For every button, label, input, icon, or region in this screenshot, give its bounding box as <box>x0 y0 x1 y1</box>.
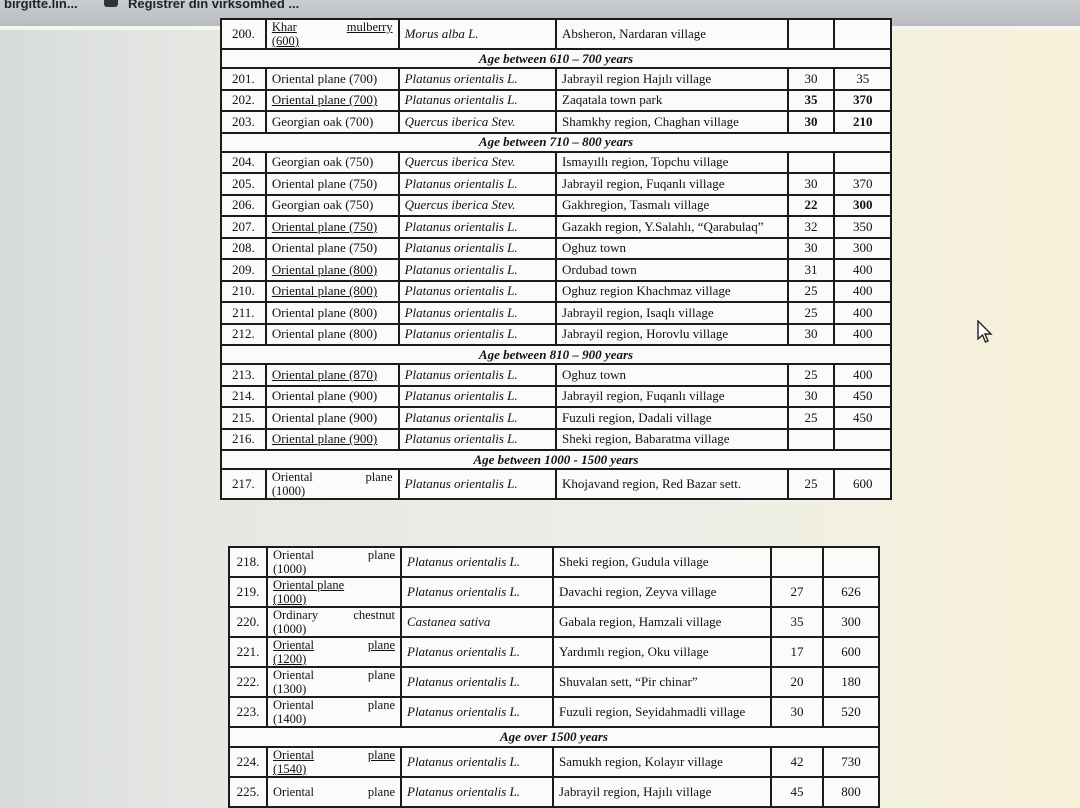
height-value: 35 <box>771 607 823 637</box>
age-group-header <box>229 727 879 747</box>
scientific-name: Platanus orientalis L. <box>399 386 556 408</box>
table-row <box>221 259 891 281</box>
scientific-name: Morus alba L. <box>399 19 556 49</box>
location: Jabrayil region, Hajılı village <box>553 777 771 807</box>
tree-name: Oriental plane (900) <box>271 409 378 425</box>
diameter-value: 370 <box>834 90 891 112</box>
scientific-name: Platanus orientalis L. <box>401 547 553 577</box>
table-row <box>221 469 891 499</box>
scientific-name: Platanus orientalis L. <box>401 667 553 697</box>
tree-name: chestnut <box>353 608 395 622</box>
height-value <box>788 19 835 49</box>
row-number: 208. <box>221 238 266 260</box>
diameter-value: 450 <box>834 386 891 408</box>
tree-name-line <box>273 548 395 562</box>
table-row <box>229 747 879 777</box>
location: Absheron, Nardaran village <box>556 19 788 49</box>
height-value: 30 <box>788 111 835 133</box>
tree-name: Georgian oak (750) <box>271 197 374 213</box>
diameter-value: 300 <box>834 195 891 217</box>
tree-name: Khar <box>271 20 297 34</box>
height-value: 45 <box>771 777 823 807</box>
age-group-label: Age over 1500 years <box>229 727 879 747</box>
table-row <box>221 324 891 346</box>
table-row <box>221 19 891 49</box>
row-number: 200. <box>221 19 266 49</box>
scientific-name: Platanus orientalis L. <box>399 407 556 429</box>
location: Fuzuli region, Dadali village <box>556 407 788 429</box>
tree-name-cell <box>267 747 401 777</box>
tree-age: (1000) <box>271 484 306 498</box>
location: Jabrayil region, Fuqanlı village <box>556 386 788 408</box>
table-row <box>221 173 891 195</box>
bookmark-link[interactable]: Registrer din virksomhed ... <box>128 0 300 11</box>
row-number: 206. <box>221 195 266 217</box>
tree-name-cell <box>266 216 399 238</box>
diameter-value <box>834 19 891 49</box>
row-number: 215. <box>221 407 266 429</box>
tree-name-line <box>273 785 395 799</box>
location: Ismayıllı region, Topchu village <box>556 152 788 174</box>
row-number: 214. <box>221 386 266 408</box>
row-number: 223. <box>229 697 267 727</box>
table-row <box>229 667 879 697</box>
tree-name: Oriental <box>273 748 314 762</box>
row-number: 209. <box>221 259 266 281</box>
table-row <box>229 777 879 807</box>
bookmark-folder-icon <box>104 0 118 7</box>
table-row <box>229 547 879 577</box>
tree-age: (1300) <box>273 682 307 696</box>
height-value <box>771 547 823 577</box>
tree-name-cell <box>266 68 399 90</box>
tree-age: (1000) <box>273 622 307 636</box>
scientific-name: Platanus orientalis L. <box>399 90 556 112</box>
row-number: 222. <box>229 667 267 697</box>
table-row <box>221 195 891 217</box>
location: Oghuz town <box>556 364 788 386</box>
height-value: 31 <box>788 259 835 281</box>
scientific-name: Platanus orientalis L. <box>399 173 556 195</box>
diameter-value: 400 <box>834 302 891 324</box>
tree-name-cell <box>267 607 401 637</box>
row-number: 212. <box>221 324 266 346</box>
location: Gazakh region, Y.Salahlı, “Qarabulaq” <box>556 216 788 238</box>
tree-name: Oriental plane (800) <box>271 304 378 320</box>
diameter-value: 626 <box>823 577 879 607</box>
row-number: 225. <box>229 777 267 807</box>
tree-name-cell <box>266 364 399 386</box>
age-group-header <box>221 49 891 68</box>
height-value: 25 <box>788 469 835 499</box>
location: Jabrayil region, Horovlu village <box>556 324 788 346</box>
tree-name-cell <box>267 547 401 577</box>
scientific-name: Platanus orientalis L. <box>401 577 553 607</box>
diameter-value: 800 <box>823 777 879 807</box>
diameter-value: 600 <box>823 637 879 667</box>
table-row <box>221 302 891 324</box>
scientific-name: Quercus iberica Stev. <box>399 111 556 133</box>
scientific-name: Platanus orientalis L. <box>399 216 556 238</box>
tree-name: Oriental <box>273 548 314 562</box>
scientific-name: Platanus orientalis L. <box>401 777 553 807</box>
row-number: 221. <box>229 637 267 667</box>
scientific-name: Platanus orientalis L. <box>399 281 556 303</box>
row-number: 217. <box>221 469 266 499</box>
tree-name: Oriental <box>273 668 314 682</box>
diameter-value: 600 <box>834 469 891 499</box>
row-number: 210. <box>221 281 266 303</box>
height-value: 25 <box>788 407 835 429</box>
tree-name-cell <box>266 173 399 195</box>
scientific-name: Platanus orientalis L. <box>399 302 556 324</box>
table-row <box>229 577 879 607</box>
row-number: 216. <box>221 429 266 451</box>
table-row <box>229 697 879 727</box>
diameter-value: 180 <box>823 667 879 697</box>
location: Oghuz town <box>556 238 788 260</box>
diameter-value: 450 <box>834 407 891 429</box>
height-value: 30 <box>788 386 835 408</box>
tree-name-line <box>273 578 395 592</box>
scientific-name: Platanus orientalis L. <box>399 429 556 451</box>
age-group-label: Age between 710 – 800 years <box>221 133 891 152</box>
location: Zaqatala town park <box>556 90 788 112</box>
tree-name: Oriental plane (870) <box>271 366 378 382</box>
location: Fuzuli region, Seyidahmadli village <box>553 697 771 727</box>
diameter-value: 350 <box>834 216 891 238</box>
table-row <box>221 364 891 386</box>
diameter-value: 400 <box>834 281 891 303</box>
diameter-value: 300 <box>834 238 891 260</box>
tree-name: plane <box>365 470 393 484</box>
tree-age: (1400) <box>273 712 307 726</box>
tree-name: Oriental <box>273 638 314 652</box>
table-row <box>221 281 891 303</box>
location: Jabrayil region Hajılı village <box>556 68 788 90</box>
diameter-value: 370 <box>834 173 891 195</box>
location: Yardımlı region, Oku village <box>553 637 771 667</box>
tree-name-cell <box>267 577 401 607</box>
height-value <box>788 429 835 451</box>
tree-name-line <box>273 638 395 652</box>
location: Sheki region, Gudula village <box>553 547 771 577</box>
location: Khojavand region, Red Bazar sett. <box>556 469 788 499</box>
height-value: 30 <box>788 324 835 346</box>
tree-name: Oriental plane (750) <box>271 218 378 234</box>
height-value: 20 <box>771 667 823 697</box>
tree-name-cell <box>266 195 399 217</box>
tree-name-cell <box>266 19 399 49</box>
table-row <box>221 90 891 112</box>
tree-name: mulberry <box>346 20 393 34</box>
tree-name-cell <box>266 259 399 281</box>
row-number: 220. <box>229 607 267 637</box>
trees-table-continued <box>228 546 880 808</box>
age-group-label: Age between 1000 - 1500 years <box>221 450 891 469</box>
scientific-name: Castanea sativa <box>401 607 553 637</box>
row-number: 211. <box>221 302 266 324</box>
height-value: 25 <box>788 302 835 324</box>
scientific-name: Platanus orientalis L. <box>399 259 556 281</box>
tree-name-cell <box>266 302 399 324</box>
table-row <box>221 238 891 260</box>
location: Jabrayil region, Fuqanlı village <box>556 173 788 195</box>
tree-name-cell <box>266 152 399 174</box>
height-value: 42 <box>771 747 823 777</box>
tree-age: (600) <box>271 34 299 48</box>
tree-name: plane <box>367 548 395 562</box>
location: Samukh region, Kolayır village <box>553 747 771 777</box>
tree-name-line <box>273 668 395 682</box>
tree-name: Oriental plane <box>273 578 345 592</box>
tree-name-cell <box>266 90 399 112</box>
tree-name-cell <box>266 407 399 429</box>
age-group-header <box>221 450 891 469</box>
height-value: 32 <box>788 216 835 238</box>
mouse-cursor-icon <box>977 320 995 346</box>
height-value: 30 <box>771 697 823 727</box>
row-number: 207. <box>221 216 266 238</box>
table-row <box>221 111 891 133</box>
tree-age: (1000) <box>273 592 307 606</box>
row-number: 203. <box>221 111 266 133</box>
table-row <box>221 216 891 238</box>
tree-name-line <box>273 748 395 762</box>
height-value: 22 <box>788 195 835 217</box>
height-value: 27 <box>771 577 823 607</box>
tree-name-cell <box>266 281 399 303</box>
table-row <box>229 607 879 637</box>
tree-name-cell <box>266 238 399 260</box>
bookmark-link[interactable]: birgitte.lin... <box>4 0 78 11</box>
scientific-name: Platanus orientalis L. <box>399 68 556 90</box>
table-row <box>221 68 891 90</box>
location: Gakhregion, Tasmalı village <box>556 195 788 217</box>
scientific-name: Platanus orientalis L. <box>399 238 556 260</box>
tree-name: Georgian oak (750) <box>271 154 374 170</box>
location: Ordubad town <box>556 259 788 281</box>
tree-name-cell <box>266 386 399 408</box>
tree-name-line <box>273 608 395 622</box>
scientific-name: Platanus orientalis L. <box>399 324 556 346</box>
table-row <box>221 429 891 451</box>
tree-name: Georgian oak (700) <box>271 113 374 129</box>
tree-name-cell <box>267 637 401 667</box>
location: Davachi region, Zeyva village <box>553 577 771 607</box>
tree-name: Oriental plane (700) <box>271 92 378 108</box>
scientific-name: Quercus iberica Stev. <box>399 152 556 174</box>
height-value: 30 <box>788 68 835 90</box>
row-number: 205. <box>221 173 266 195</box>
tree-name-cell <box>267 667 401 697</box>
diameter-value: 35 <box>834 68 891 90</box>
trees-table <box>220 18 892 500</box>
scientific-name: Platanus orientalis L. <box>401 747 553 777</box>
tree-name-cell <box>266 429 399 451</box>
diameter-value: 400 <box>834 324 891 346</box>
height-value: 17 <box>771 637 823 667</box>
diameter-value <box>834 152 891 174</box>
scientific-name: Platanus orientalis L. <box>401 697 553 727</box>
height-value: 25 <box>788 364 835 386</box>
table-row <box>221 386 891 408</box>
diameter-value: 400 <box>834 259 891 281</box>
row-number: 204. <box>221 152 266 174</box>
height-value <box>788 152 835 174</box>
table-row <box>221 407 891 429</box>
tree-name: Oriental plane (750) <box>271 175 378 191</box>
tree-name: plane <box>367 698 395 712</box>
tree-name: plane <box>367 748 395 762</box>
location: Gabala region, Hamzali village <box>553 607 771 637</box>
scientific-name: Platanus orientalis L. <box>401 637 553 667</box>
tree-name: Oriental plane (700) <box>271 70 378 86</box>
row-number: 218. <box>229 547 267 577</box>
age-group-header <box>221 345 891 364</box>
row-number: 219. <box>229 577 267 607</box>
location: Oghuz region Khachmaz village <box>556 281 788 303</box>
tree-name: plane <box>367 638 395 652</box>
tree-name: Oriental plane (800) <box>271 283 378 299</box>
row-number: 202. <box>221 90 266 112</box>
diameter-value <box>823 547 879 577</box>
age-group-label: Age between 610 – 700 years <box>221 49 891 68</box>
tree-name: Oriental plane (900) <box>271 431 378 447</box>
diameter-value: 210 <box>834 111 891 133</box>
tree-name-line <box>272 470 393 484</box>
tree-name-cell <box>266 324 399 346</box>
diameter-value: 520 <box>823 697 879 727</box>
tree-name: Ordinary <box>273 608 319 622</box>
diameter-value <box>834 429 891 451</box>
location: Shuvalan sett, “Pir chinar” <box>553 667 771 697</box>
row-number: 213. <box>221 364 266 386</box>
location: Jabrayil region, Isaqlı village <box>556 302 788 324</box>
scientific-name: Quercus iberica Stev. <box>399 195 556 217</box>
tree-age: (1540) <box>273 762 307 776</box>
height-value: 25 <box>788 281 835 303</box>
table-row <box>221 152 891 174</box>
diameter-value: 300 <box>823 607 879 637</box>
scientific-name: Platanus orientalis L. <box>399 364 556 386</box>
tree-name-line <box>272 20 393 34</box>
height-value: 30 <box>788 238 835 260</box>
diameter-value: 730 <box>823 747 879 777</box>
tree-name-line <box>273 698 395 712</box>
tree-name: Oriental <box>271 470 313 484</box>
tree-name: Oriental plane (900) <box>271 388 378 404</box>
row-number: 201. <box>221 68 266 90</box>
location: Sheki region, Babaratma village <box>556 429 788 451</box>
tree-name: Oriental plane (800) <box>271 326 378 342</box>
diameter-value: 400 <box>834 364 891 386</box>
age-group-label: Age between 810 – 900 years <box>221 345 891 364</box>
tree-name-cell <box>266 111 399 133</box>
tree-name-cell <box>267 697 401 727</box>
tree-name: Oriental plane (800) <box>271 261 378 277</box>
tree-name-cell <box>266 469 399 499</box>
tree-name: Oriental plane (750) <box>271 240 378 256</box>
tree-age: (1000) <box>273 562 307 576</box>
height-value: 30 <box>788 173 835 195</box>
row-number: 224. <box>229 747 267 777</box>
tree-name: plane <box>367 668 395 682</box>
age-group-header <box>221 133 891 152</box>
height-value: 35 <box>788 90 835 112</box>
table-row <box>229 637 879 667</box>
location: Shamkhy region, Chaghan village <box>556 111 788 133</box>
tree-name-cell <box>267 777 401 807</box>
tree-name: plane <box>367 785 395 799</box>
tree-name: Oriental <box>273 698 314 712</box>
tree-age: (1200) <box>273 652 307 666</box>
tree-name: Oriental <box>273 785 314 799</box>
scientific-name: Platanus orientalis L. <box>399 469 556 499</box>
